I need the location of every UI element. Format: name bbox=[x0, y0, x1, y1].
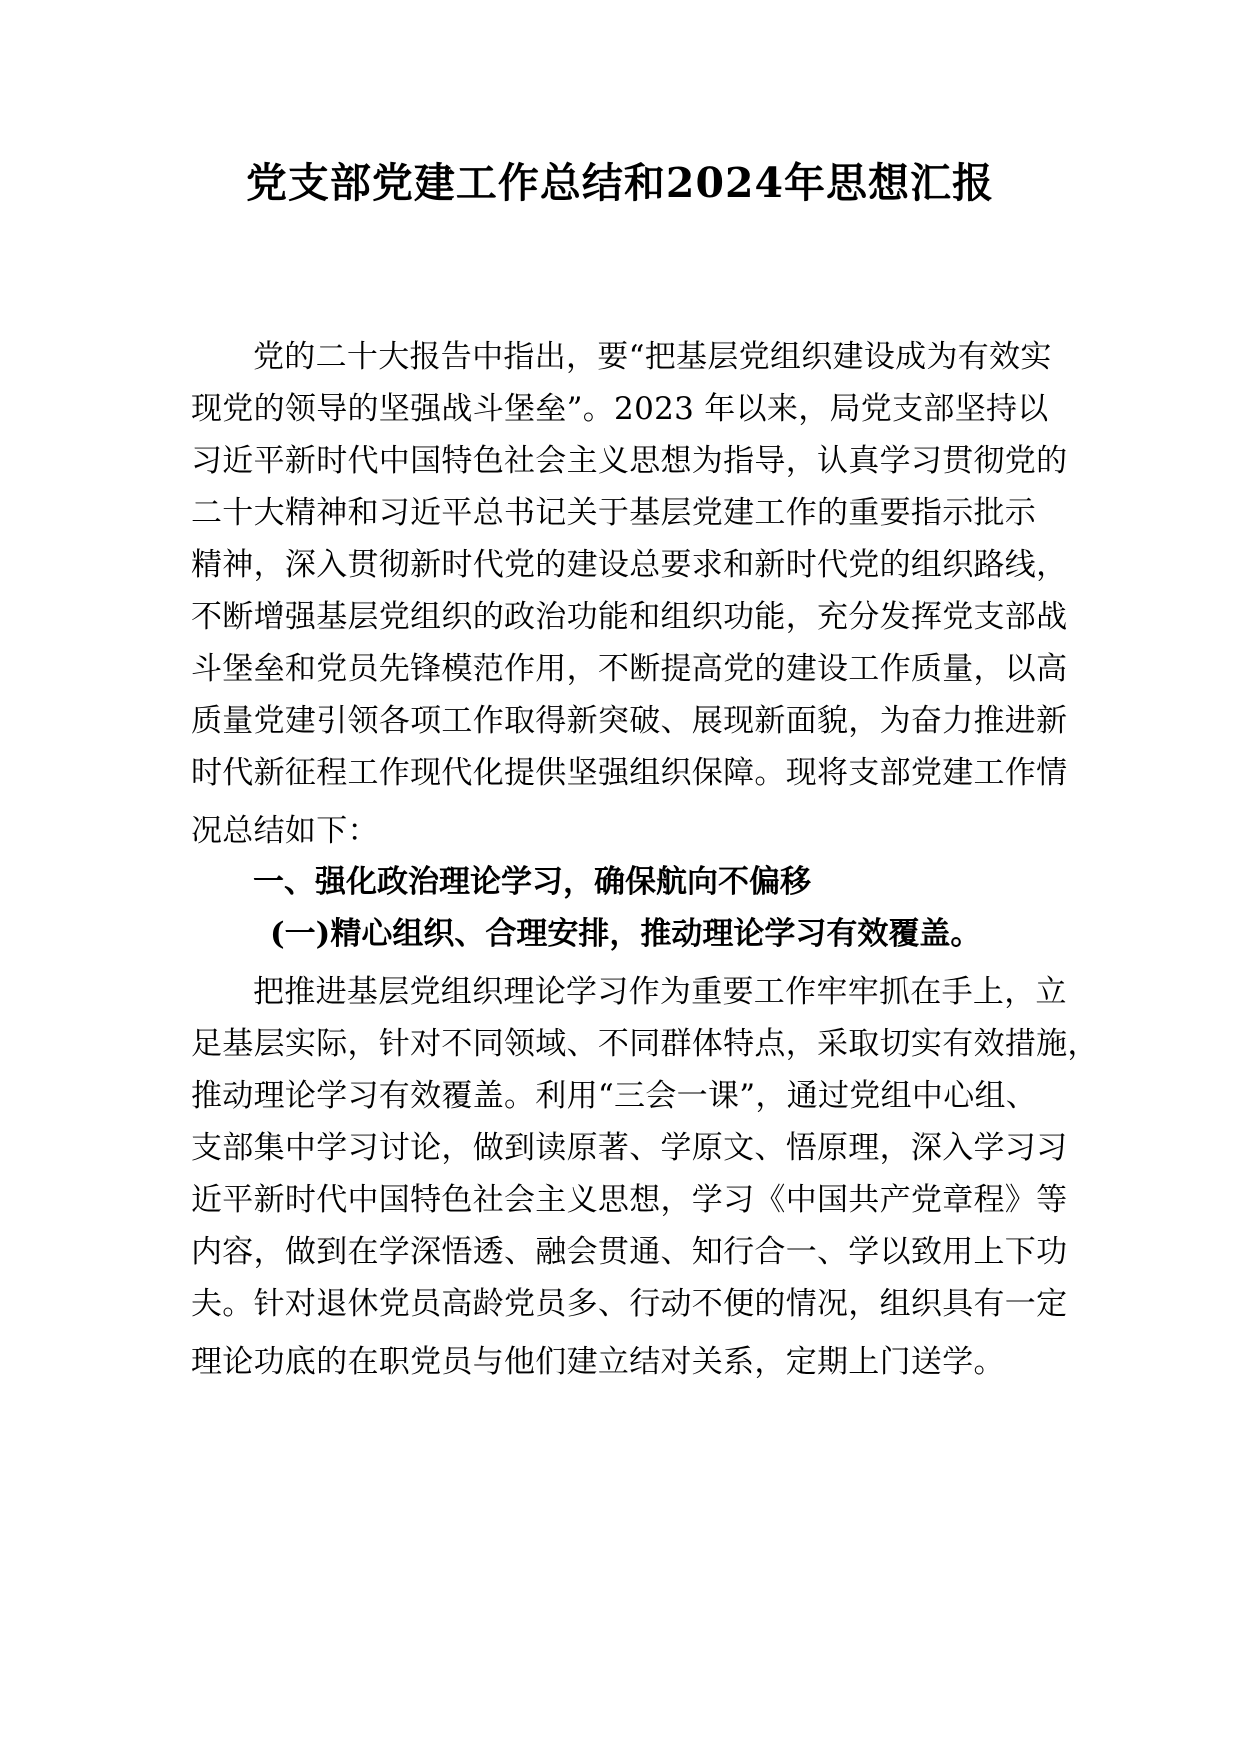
intro-line: 现党的领导的坚强战斗堡垒”。2023 年以来，局党支部坚持以 bbox=[191, 391, 1049, 427]
intro-line: 精神，深入贯彻新时代党的建设总要求和新时代党的组织路线， bbox=[191, 547, 1068, 583]
intro-line: 二十大精神和习近平总书记关于基层党建工作的重要指示批示 bbox=[191, 495, 1037, 531]
intro-line: 时代新征程工作现代化提供坚强组织保障。现将支部党建工作情 bbox=[191, 755, 1068, 791]
intro-line: 不断增强基层党组织的政治功能和组织功能，充分发挥党支部战 bbox=[191, 599, 1068, 635]
body-line: 足基层实际，针对不同领域、不同群体特点，采取切实有效措施， bbox=[191, 1026, 1099, 1062]
intro-line: 斗堡垒和党员先锋模范作用，不断提高党的建设工作质量，以高 bbox=[191, 651, 1068, 687]
section-heading: 一、强化政治理论学习，确保航向不偏移 bbox=[253, 864, 811, 900]
intro-line: 况总结如下： bbox=[191, 813, 379, 849]
intro-line: 党的二十大报告中指出，要“把基层党组织建设成为有效实 bbox=[253, 339, 1052, 375]
body-line: 支部集中学习讨论，做到读原著、学原文、悟原理，深入学习习 bbox=[191, 1130, 1068, 1166]
document-title: 党支部党建工作总结和2024年思想汇报 bbox=[245, 159, 995, 207]
body-line: 把推进基层党组织理论学习作为重要工作牢牢抓在手上，立 bbox=[253, 974, 1067, 1010]
subsection-heading: (一)精心组织、合理安排，推动理论学习有效覆盖。 bbox=[270, 916, 982, 952]
body-line: 夫。针对退休党员高龄党员多、行动不便的情况，组织具有一定 bbox=[191, 1286, 1068, 1322]
body-line: 内容，做到在学深悟透、融会贯通、知行合一、学以致用上下功 bbox=[191, 1234, 1068, 1270]
body-line: 推动理论学习有效覆盖。利用“三会一课”，通过党组中心组、 bbox=[191, 1078, 1038, 1114]
body-line: 近平新时代中国特色社会主义思想，学习《中国共产党章程》等 bbox=[191, 1182, 1068, 1218]
body-line: 理论功底的在职党员与他们建立结对关系，定期上门送学。 bbox=[191, 1344, 1005, 1380]
intro-line: 质量党建引领各项工作取得新突破、展现新面貌，为奋力推进新 bbox=[191, 703, 1068, 739]
intro-line: 习近平新时代中国特色社会主义思想为指导，认真学习贯彻党的 bbox=[191, 443, 1068, 479]
